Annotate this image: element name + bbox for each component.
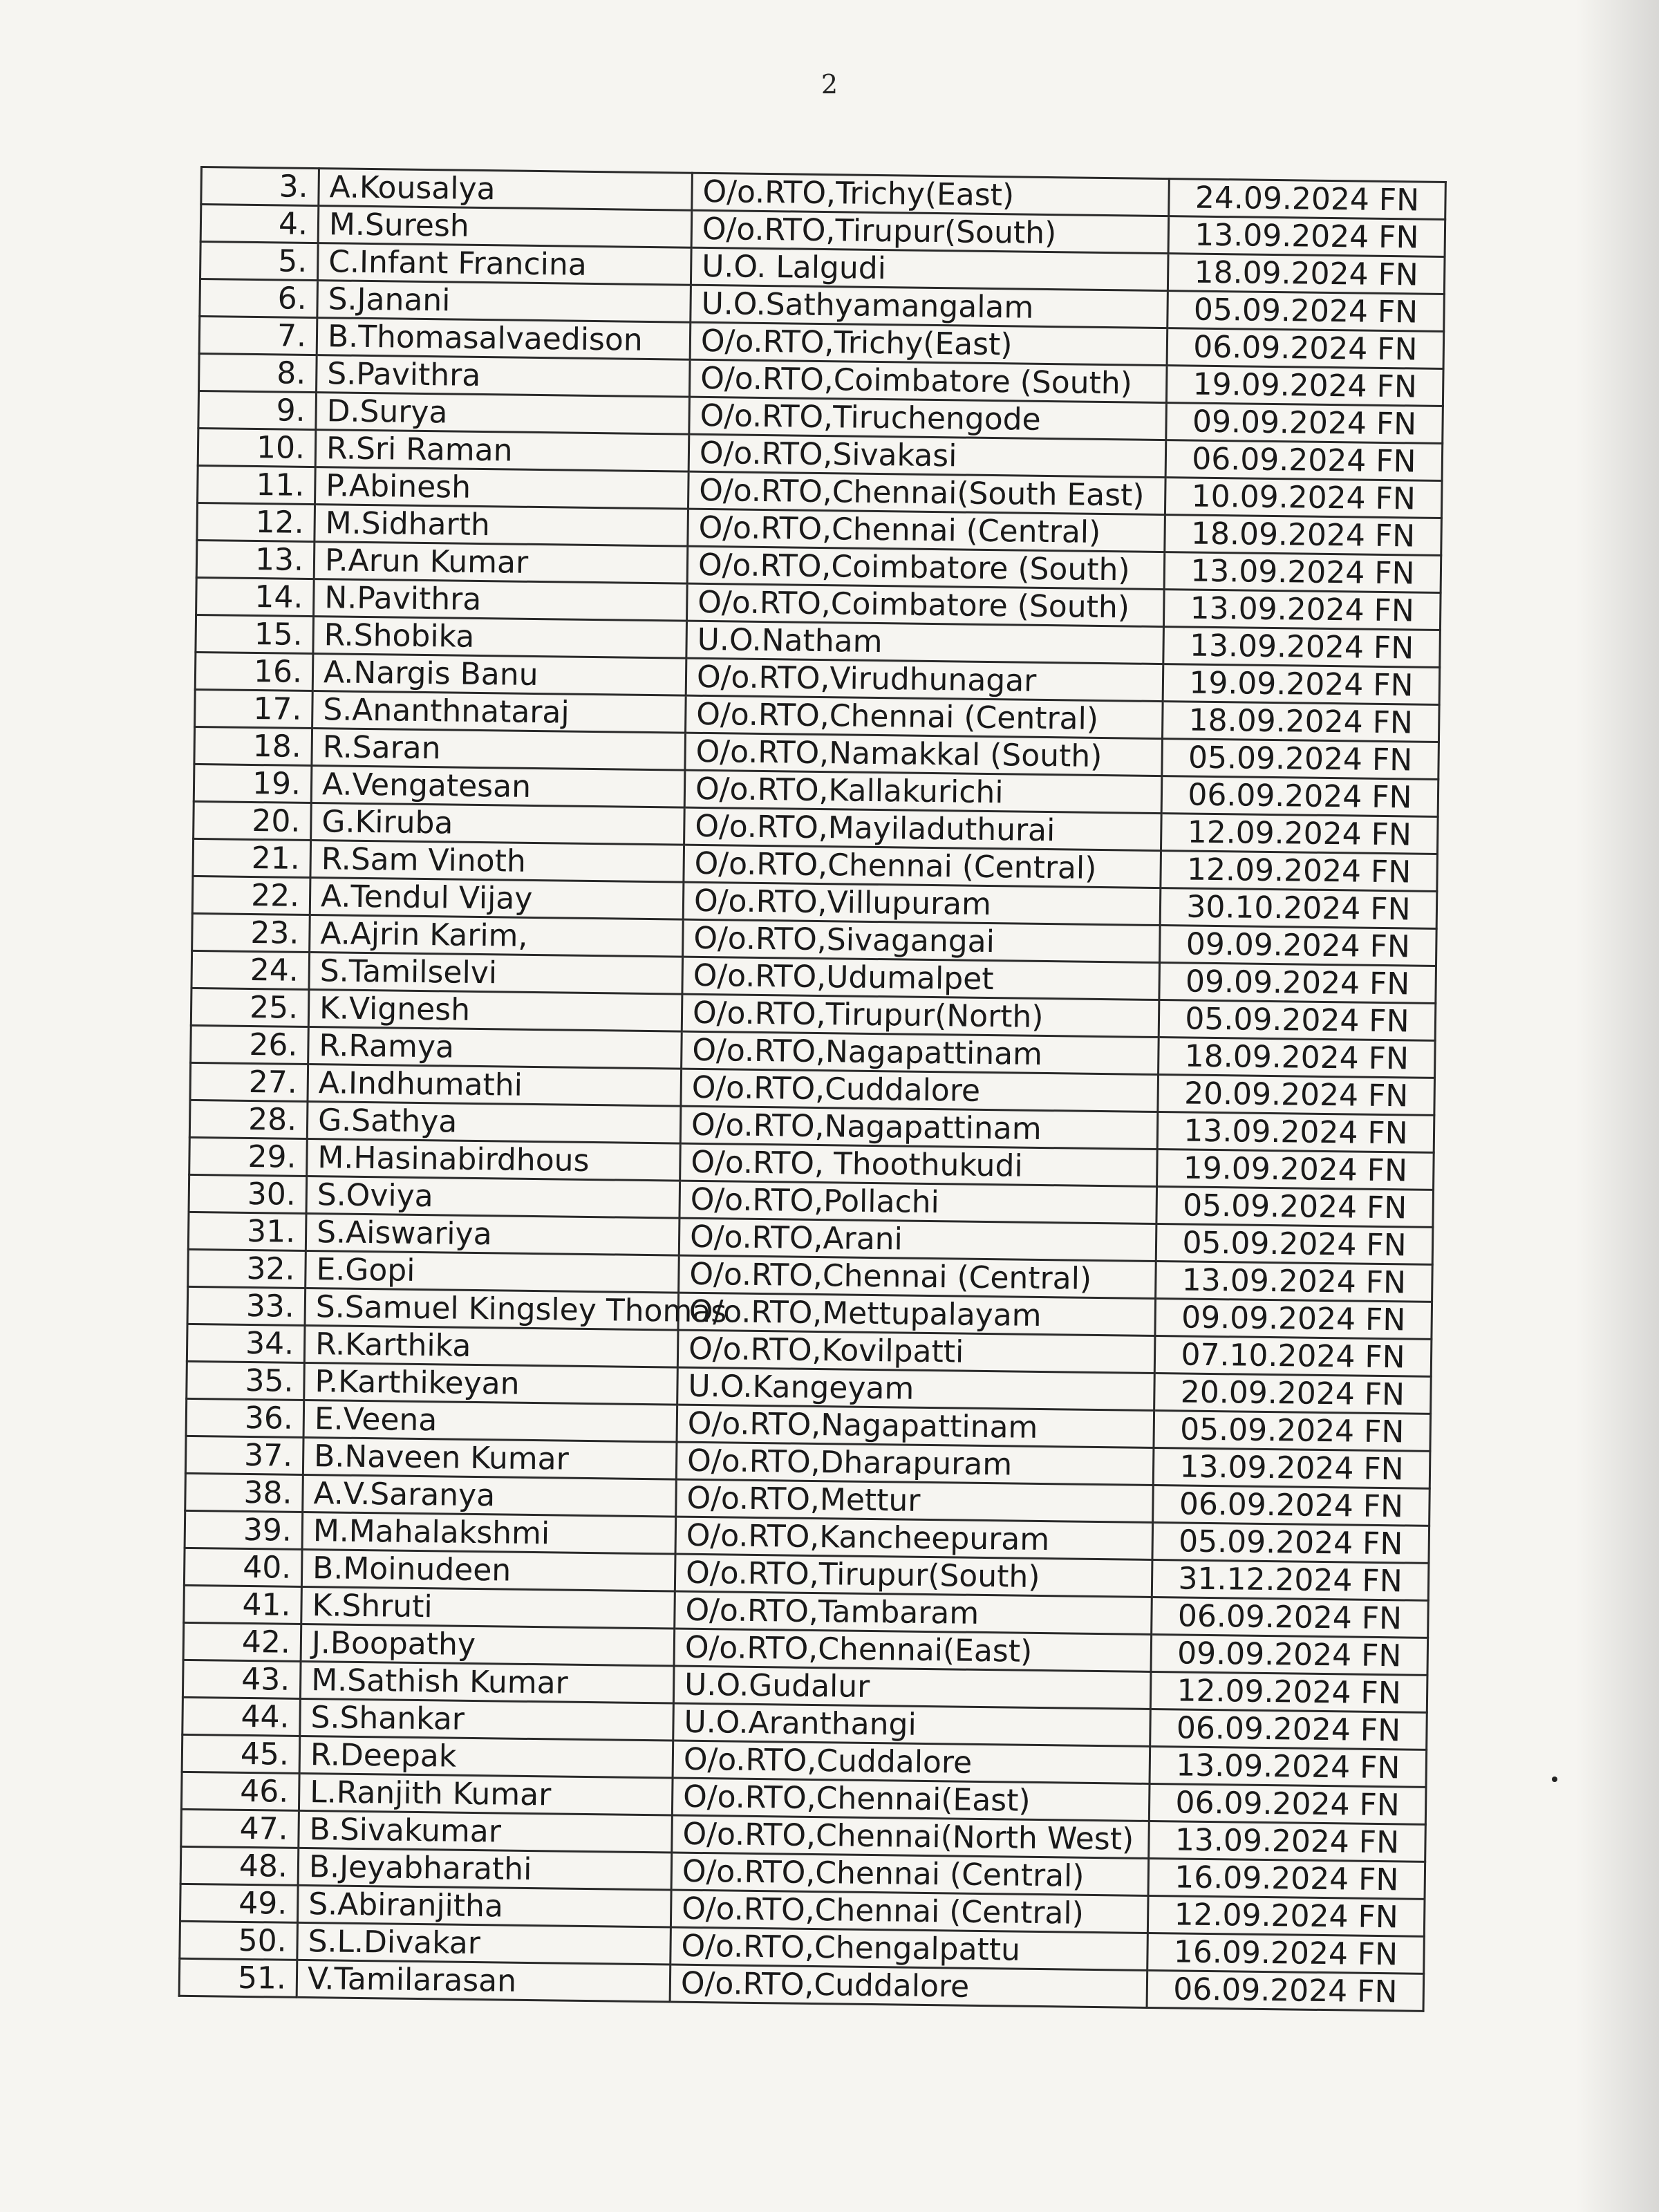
- joining-date-cell: 12.09.2024 FN: [1150, 1671, 1427, 1712]
- name-cell: R.Saran: [312, 729, 686, 771]
- joining-date-cell: 13.09.2024 FN: [1150, 1746, 1427, 1787]
- serial-number-cell: 16.: [195, 652, 313, 691]
- serial-number-cell: 45.: [182, 1734, 300, 1773]
- name-cell: P.Abinesh: [315, 467, 689, 509]
- name-cell: A.Nargis Banu: [312, 654, 686, 696]
- joining-date-cell: 19.09.2024 FN: [1166, 366, 1443, 406]
- joining-date-cell: 10.09.2024 FN: [1165, 478, 1442, 518]
- office-cell: O/o.RTO,Udumalpet: [682, 957, 1160, 1000]
- office-cell: O/o.RTO,Cuddalore: [681, 1069, 1159, 1112]
- name-cell: B.Jeyabharathi: [298, 1848, 672, 1890]
- joining-date-cell: 16.09.2024 FN: [1148, 1858, 1425, 1899]
- office-cell: O/o.RTO,Coimbatore (South): [687, 583, 1165, 626]
- joining-date-cell: 20.09.2024 FN: [1158, 1075, 1435, 1116]
- name-cell: M.Suresh: [318, 206, 692, 248]
- office-cell: O/o.RTO,Kovilpatti: [677, 1330, 1155, 1373]
- office-cell: O/o.RTO,Dharapuram: [676, 1442, 1154, 1485]
- office-cell: O/o.RTO,Chennai(East): [672, 1778, 1150, 1821]
- stray-ink-dot: [1552, 1777, 1557, 1782]
- joining-date-cell: 05.09.2024 FN: [1162, 739, 1439, 780]
- joining-date-cell: 06.09.2024 FN: [1161, 776, 1438, 817]
- office-cell: O/o.RTO,Chennai (Central): [686, 695, 1163, 738]
- serial-number-cell: 15.: [196, 615, 314, 653]
- office-cell: O/o.RTO,Sivagangai: [683, 919, 1161, 962]
- joining-date-cell: 20.09.2024 FN: [1154, 1373, 1432, 1414]
- joining-date-cell: 19.09.2024 FN: [1157, 1150, 1434, 1190]
- serial-number-cell: 47.: [181, 1809, 299, 1848]
- serial-number-cell: 29.: [189, 1137, 308, 1176]
- posting-table: [178, 166, 1447, 2012]
- office-cell: O/o.RTO,Chennai (Central): [679, 1255, 1156, 1298]
- office-cell: O/o.RTO,Chennai(North West): [672, 1815, 1150, 1858]
- joining-date-cell: 19.09.2024 FN: [1163, 664, 1440, 705]
- office-cell: O/o.RTO,Villupuram: [683, 882, 1161, 925]
- joining-date-cell: 24.09.2024 FN: [1169, 179, 1446, 220]
- office-cell: O/o.RTO,Coimbatore (South): [689, 359, 1167, 402]
- serial-number-cell: 32.: [188, 1249, 306, 1288]
- serial-number-cell: 19.: [194, 764, 312, 803]
- joining-date-cell: 09.09.2024 FN: [1160, 926, 1437, 966]
- office-cell: O/o.RTO,Pollachi: [679, 1181, 1157, 1224]
- joining-date-cell: 05.09.2024 FN: [1152, 1522, 1430, 1563]
- joining-date-cell: 13.09.2024 FN: [1164, 552, 1441, 593]
- name-cell: K.Shruti: [301, 1586, 675, 1629]
- office-cell: O/o.RTO,Chengalpattu: [671, 1927, 1148, 1970]
- joining-date-cell: 06.09.2024 FN: [1165, 440, 1443, 481]
- office-cell: O/o.RTO,Chennai (Central): [671, 1890, 1148, 1933]
- joining-date-cell: 18.09.2024 FN: [1165, 515, 1442, 556]
- serial-number-cell: 24.: [191, 950, 310, 989]
- joining-date-cell: 13.09.2024 FN: [1149, 1821, 1426, 1862]
- name-cell: V.Tamilarasan: [297, 1960, 671, 2002]
- joining-date-cell: 05.09.2024 FN: [1156, 1224, 1433, 1265]
- office-cell: O/o.RTO,Namakkal (South): [685, 733, 1163, 776]
- serial-number-cell: 5.: [200, 242, 319, 281]
- serial-number-cell: 37.: [185, 1436, 303, 1474]
- name-cell: S.Oviya: [306, 1176, 680, 1218]
- serial-number-cell: 39.: [185, 1510, 303, 1549]
- serial-number-cell: 28.: [189, 1100, 308, 1138]
- name-cell: B.Moinudeen: [301, 1549, 675, 1591]
- joining-date-cell: 16.09.2024 FN: [1147, 1933, 1425, 1974]
- name-cell: P.Karthikeyan: [304, 1362, 678, 1405]
- serial-number-cell: 51.: [179, 1958, 297, 1997]
- office-cell: O/o.RTO,Nagapattinam: [677, 1405, 1154, 1447]
- office-cell: O/o.RTO,Nagapattinam: [680, 1106, 1158, 1149]
- office-cell: O/o.RTO,Coimbatore (South): [687, 546, 1165, 589]
- joining-date-cell: 18.09.2024 FN: [1159, 1038, 1436, 1078]
- office-cell: O/o.RTO,Mettupalayam: [678, 1293, 1156, 1335]
- serial-number-cell: 44.: [182, 1697, 301, 1736]
- serial-number-cell: 38.: [185, 1473, 303, 1512]
- office-cell: O/o.RTO,Trichy(East): [692, 173, 1170, 216]
- serial-number-cell: 3.: [201, 167, 319, 206]
- joining-date-cell: 06.09.2024 FN: [1149, 1783, 1426, 1824]
- serial-number-cell: 40.: [184, 1548, 302, 1586]
- name-cell: S.Samuel Kingsley Thomas: [305, 1288, 679, 1330]
- office-cell: O/o.RTO,Cuddalore: [670, 1965, 1147, 2007]
- name-cell: E.Gopi: [306, 1250, 679, 1293]
- serial-number-cell: 42.: [183, 1622, 301, 1661]
- name-cell: P.Arun Kumar: [314, 542, 688, 584]
- serial-number-cell: 31.: [188, 1212, 306, 1250]
- name-cell: A.Kousalya: [319, 169, 693, 211]
- serial-number-cell: 49.: [180, 1884, 298, 1922]
- office-cell: O/o.RTO,Mayiladuthurai: [684, 807, 1162, 850]
- office-cell: O/o.RTO,Virudhunagar: [686, 658, 1163, 701]
- name-cell: N.Pavithra: [314, 579, 688, 621]
- name-cell: B.Thomasalvaedison: [317, 318, 691, 360]
- office-cell: U.O.Natham: [686, 621, 1164, 664]
- serial-number-cell: 17.: [195, 689, 313, 728]
- name-cell: G.Sathya: [307, 1101, 681, 1143]
- serial-number-cell: 13.: [196, 540, 315, 579]
- joining-date-cell: 31.12.2024 FN: [1152, 1559, 1429, 1600]
- name-cell: R.Ramya: [308, 1027, 682, 1069]
- office-cell: O/o.RTO,Mettur: [676, 1479, 1154, 1522]
- serial-number-cell: 22.: [192, 876, 310, 915]
- joining-date-cell: 13.09.2024 FN: [1153, 1447, 1430, 1488]
- serial-number-cell: 11.: [198, 465, 316, 504]
- serial-number-cell: 10.: [198, 428, 316, 467]
- name-cell: S.Abiranjitha: [297, 1885, 671, 1927]
- serial-number-cell: 20.: [194, 801, 312, 840]
- joining-date-cell: 05.09.2024 FN: [1159, 1000, 1436, 1041]
- name-cell: S.Janani: [317, 281, 691, 323]
- office-cell: U.O.Sathyamangalam: [691, 285, 1168, 328]
- posting-table-container: [178, 166, 1445, 2012]
- office-cell: U.O.Kangeyam: [677, 1367, 1155, 1410]
- office-cell: O/o.RTO,Cuddalore: [673, 1741, 1150, 1783]
- office-cell: U.O.Aranthangi: [673, 1703, 1151, 1746]
- serial-number-cell: 27.: [190, 1062, 308, 1101]
- serial-number-cell: 6.: [200, 279, 318, 318]
- page-edge-shadow: [1576, 0, 1659, 2212]
- serial-number-cell: 48.: [180, 1846, 299, 1885]
- joining-date-cell: 09.09.2024 FN: [1151, 1634, 1428, 1675]
- name-cell: A.Vengatesan: [311, 766, 685, 808]
- name-cell: B.Naveen Kumar: [303, 1437, 677, 1479]
- name-cell: S.Aiswariya: [306, 1213, 679, 1255]
- name-cell: S.Ananthnataraj: [312, 691, 686, 733]
- name-cell: M.Hasinabirdhous: [307, 1138, 681, 1181]
- office-cell: O/o.RTO,Chennai(East): [674, 1629, 1152, 1671]
- name-cell: R.Shobika: [313, 617, 687, 659]
- office-cell: O/o.RTO,Chennai (Central): [671, 1853, 1149, 1895]
- serial-number-cell: 14.: [196, 577, 315, 616]
- name-cell: S.Shankar: [300, 1698, 674, 1741]
- serial-number-cell: 23.: [192, 913, 310, 952]
- serial-number-cell: 43.: [182, 1660, 301, 1698]
- office-cell: O/o.RTO,Trichy(East): [690, 322, 1168, 365]
- joining-date-cell: 05.09.2024 FN: [1156, 1187, 1434, 1228]
- joining-date-cell: 18.09.2024 FN: [1162, 702, 1439, 742]
- office-cell: U.O. Lalgudi: [691, 247, 1168, 290]
- office-cell: U.O.Gudalur: [673, 1666, 1151, 1709]
- joining-date-cell: 13.09.2024 FN: [1157, 1112, 1434, 1153]
- name-cell: A.Tendul Vijay: [310, 878, 684, 920]
- serial-number-cell: 18.: [194, 727, 312, 765]
- office-cell: O/o.RTO,Arani: [679, 1218, 1156, 1261]
- joining-date-cell: 06.09.2024 FN: [1167, 328, 1444, 369]
- page-number: 2: [821, 69, 838, 100]
- serial-number-cell: 4.: [200, 205, 319, 243]
- joining-date-cell: 06.09.2024 FN: [1153, 1485, 1430, 1526]
- serial-number-cell: 12.: [197, 503, 315, 541]
- serial-number-cell: 36.: [186, 1398, 304, 1437]
- serial-number-cell: 35.: [187, 1361, 305, 1400]
- office-cell: O/o.RTO,Tiruchengode: [689, 397, 1167, 440]
- joining-date-cell: 13.09.2024 FN: [1156, 1262, 1433, 1302]
- name-cell: S.L.Divakar: [297, 1922, 671, 1965]
- office-cell: O/o.RTO,Tambaram: [675, 1591, 1152, 1634]
- office-cell: O/o.RTO,Sivakasi: [688, 434, 1166, 477]
- serial-number-cell: 7.: [199, 317, 317, 355]
- name-cell: A.Ajrin Karim,: [310, 915, 684, 957]
- office-cell: O/o.RTO,Chennai (Central): [688, 509, 1165, 552]
- joining-date-cell: 18.09.2024 FN: [1168, 254, 1445, 294]
- name-cell: S.Pavithra: [317, 355, 691, 397]
- joining-date-cell: 30.10.2024 FN: [1160, 888, 1437, 929]
- name-cell: M.Mahalakshmi: [302, 1512, 676, 1554]
- office-cell: O/o.RTO,Chennai(South East): [688, 471, 1165, 514]
- name-cell: E.Veena: [303, 1400, 677, 1442]
- joining-date-cell: 05.09.2024 FN: [1168, 291, 1445, 332]
- name-cell: B.Sivakumar: [299, 1810, 673, 1853]
- office-cell: O/o.RTO,Tirupur(South): [675, 1554, 1152, 1597]
- name-cell: G.Kiruba: [311, 803, 685, 845]
- office-cell: O/o.RTO,Nagapattinam: [682, 1031, 1159, 1074]
- serial-number-cell: 30.: [189, 1174, 307, 1213]
- joining-date-cell: 12.09.2024 FN: [1161, 851, 1438, 892]
- joining-date-cell: 06.09.2024 FN: [1147, 1970, 1424, 2011]
- serial-number-cell: 8.: [199, 353, 317, 392]
- office-cell: O/o.RTO,Chennai (Central): [684, 845, 1161, 888]
- joining-date-cell: 13.09.2024 FN: [1163, 590, 1441, 630]
- office-cell: O/o.RTO,Kallakurichi: [684, 770, 1162, 813]
- serial-number-cell: 25.: [191, 988, 309, 1027]
- office-cell: O/o.RTO, Thoothukudi: [680, 1143, 1158, 1186]
- joining-date-cell: 13.09.2024 FN: [1168, 216, 1445, 257]
- office-cell: O/o.RTO,Tirupur(South): [691, 210, 1169, 253]
- name-cell: R.Deepak: [299, 1736, 673, 1778]
- name-cell: L.Ranjith Kumar: [299, 1773, 673, 1815]
- serial-number-cell: 9.: [198, 391, 317, 429]
- name-cell: R.Karthika: [304, 1325, 678, 1367]
- name-cell: A.Indhumathi: [308, 1064, 682, 1106]
- joining-date-cell: 09.09.2024 FN: [1155, 1299, 1432, 1340]
- name-cell: R.Sri Raman: [315, 430, 689, 472]
- joining-date-cell: 05.09.2024 FN: [1154, 1410, 1431, 1451]
- serial-number-cell: 21.: [193, 838, 311, 877]
- serial-number-cell: 33.: [187, 1286, 306, 1325]
- office-cell: O/o.RTO,Kancheepuram: [675, 1517, 1153, 1559]
- joining-date-cell: 06.09.2024 FN: [1150, 1709, 1427, 1750]
- joining-date-cell: 09.09.2024 FN: [1159, 963, 1436, 1004]
- serial-number-cell: 34.: [187, 1324, 305, 1362]
- joining-date-cell: 07.10.2024 FN: [1154, 1335, 1432, 1376]
- name-cell: K.Vignesh: [308, 990, 682, 1032]
- joining-date-cell: 06.09.2024 FN: [1152, 1597, 1429, 1638]
- joining-date-cell: 12.09.2024 FN: [1147, 1895, 1425, 1936]
- office-cell: O/o.RTO,Tirupur(North): [682, 994, 1159, 1037]
- name-cell: J.Boopathy: [301, 1624, 675, 1666]
- name-cell: M.Sathish Kumar: [300, 1661, 674, 1703]
- name-cell: A.V.Saranya: [303, 1474, 677, 1517]
- joining-date-cell: 09.09.2024 FN: [1166, 403, 1443, 444]
- name-cell: D.Surya: [316, 393, 690, 435]
- joining-date-cell: 13.09.2024 FN: [1163, 627, 1441, 668]
- name-cell: M.Sidharth: [315, 505, 688, 547]
- serial-number-cell: 50.: [180, 1921, 298, 1960]
- name-cell: S.Tamilselvi: [309, 953, 683, 995]
- serial-number-cell: 46.: [181, 1772, 299, 1810]
- name-cell: R.Sam Vinoth: [310, 841, 684, 883]
- joining-date-cell: 12.09.2024 FN: [1161, 814, 1438, 854]
- serial-number-cell: 26.: [191, 1025, 309, 1064]
- name-cell: C.Infant Francina: [317, 243, 691, 285]
- serial-number-cell: 41.: [184, 1585, 302, 1624]
